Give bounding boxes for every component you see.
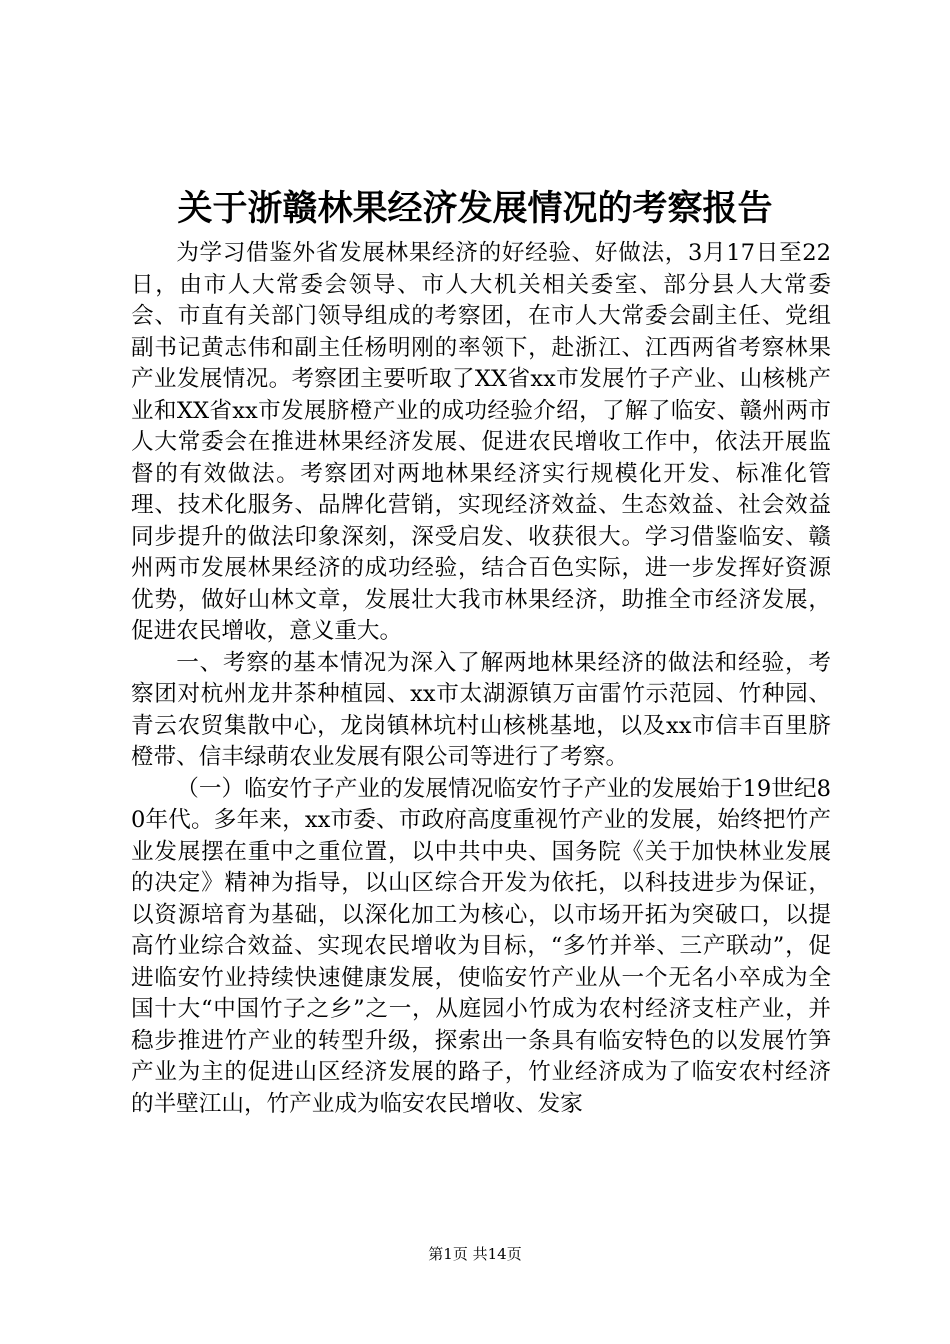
paragraph-intro: 为学习借鉴外省发展林果经济的好经验、好做法，3月17日至22日，由市人大常委会领导、市人大机关相关委室、部分县人大常委会、市直有关部门领导组成的考察团，在市人大常委会副主任、党组副书记黄志伟和副主任杨明刚的率领下，赴浙江、江西两省考察林果产业发展情况。考察团主要听取了XX省xx市发展竹子产业、山核桃产业和XX省xx市发展脐橙产业的成功经验介绍，了解了临安、赣州两市人大常委会在推进林果经济发展、促进农民增收工作中，依法开展监督的有效做法。考察团对两地林果经济实行规模化开发、标准化管理、技术化服务、品牌化营销，实现经济效益、生态效益、社会效益同步提升的做法印象深刻，深受启发、收获很大。学习借鉴临安、赣州两市发展林果经济的成功经验，结合百色实际，进一步发挥好资源优势，做好山林文章，发展壮大我市林果经济，助推全市经济发展，促进农民增收，意义重大。 xyxy=(131,240,831,644)
document-title: 关于浙赣林果经济发展情况的考察报告 xyxy=(177,188,773,229)
page-footer: 第1页 共14页 xyxy=(428,1245,522,1263)
document-body xyxy=(131,238,831,1120)
paragraph-section-1: 一、考察的基本情况为深入了解两地林果经济的做法和经验，考察团对杭州龙井茶种植园、xx市太湖源镇万亩雷竹示范园、竹种园、青云农贸集散中心，龙岗镇林坑村山核桃基地，以及xx市信丰百里脐橙带、信丰绿萌农业发展有限公司等进行了考察。 xyxy=(131,649,831,770)
paragraph-section-1-1: （一）临安竹子产业的发展情况临安竹子产业的发展始于19世纪80年代。多年来，xx市委、市政府高度重视竹产业的发展，始终把竹产业发展摆在重中之重位置，以中共中央、国务院《关于加快林业发展的决定》精神为指导，以山区综合开发为依托，以科技进步为保证，以资源培育为基础，以深化加工为核心，以市场开拓为突破口，以提高竹业综合效益、实现农民增收为目标，“多竹并举、三产联动”，促进临安竹业持续快速健康发展，使临安竹产业从一个无名小卒成为全国十大“中国竹子之乡”之一，从庭园小竹成为农村经济支柱产业，并稳步推进竹产业的转型升级，探索出一条具有临安特色的以发展竹笋产业为主的促进山区经济发展的路子，竹业经济成为了临安农村经济的半壁江山，竹产业成为临安农民增收、发家 xyxy=(131,775,831,1117)
